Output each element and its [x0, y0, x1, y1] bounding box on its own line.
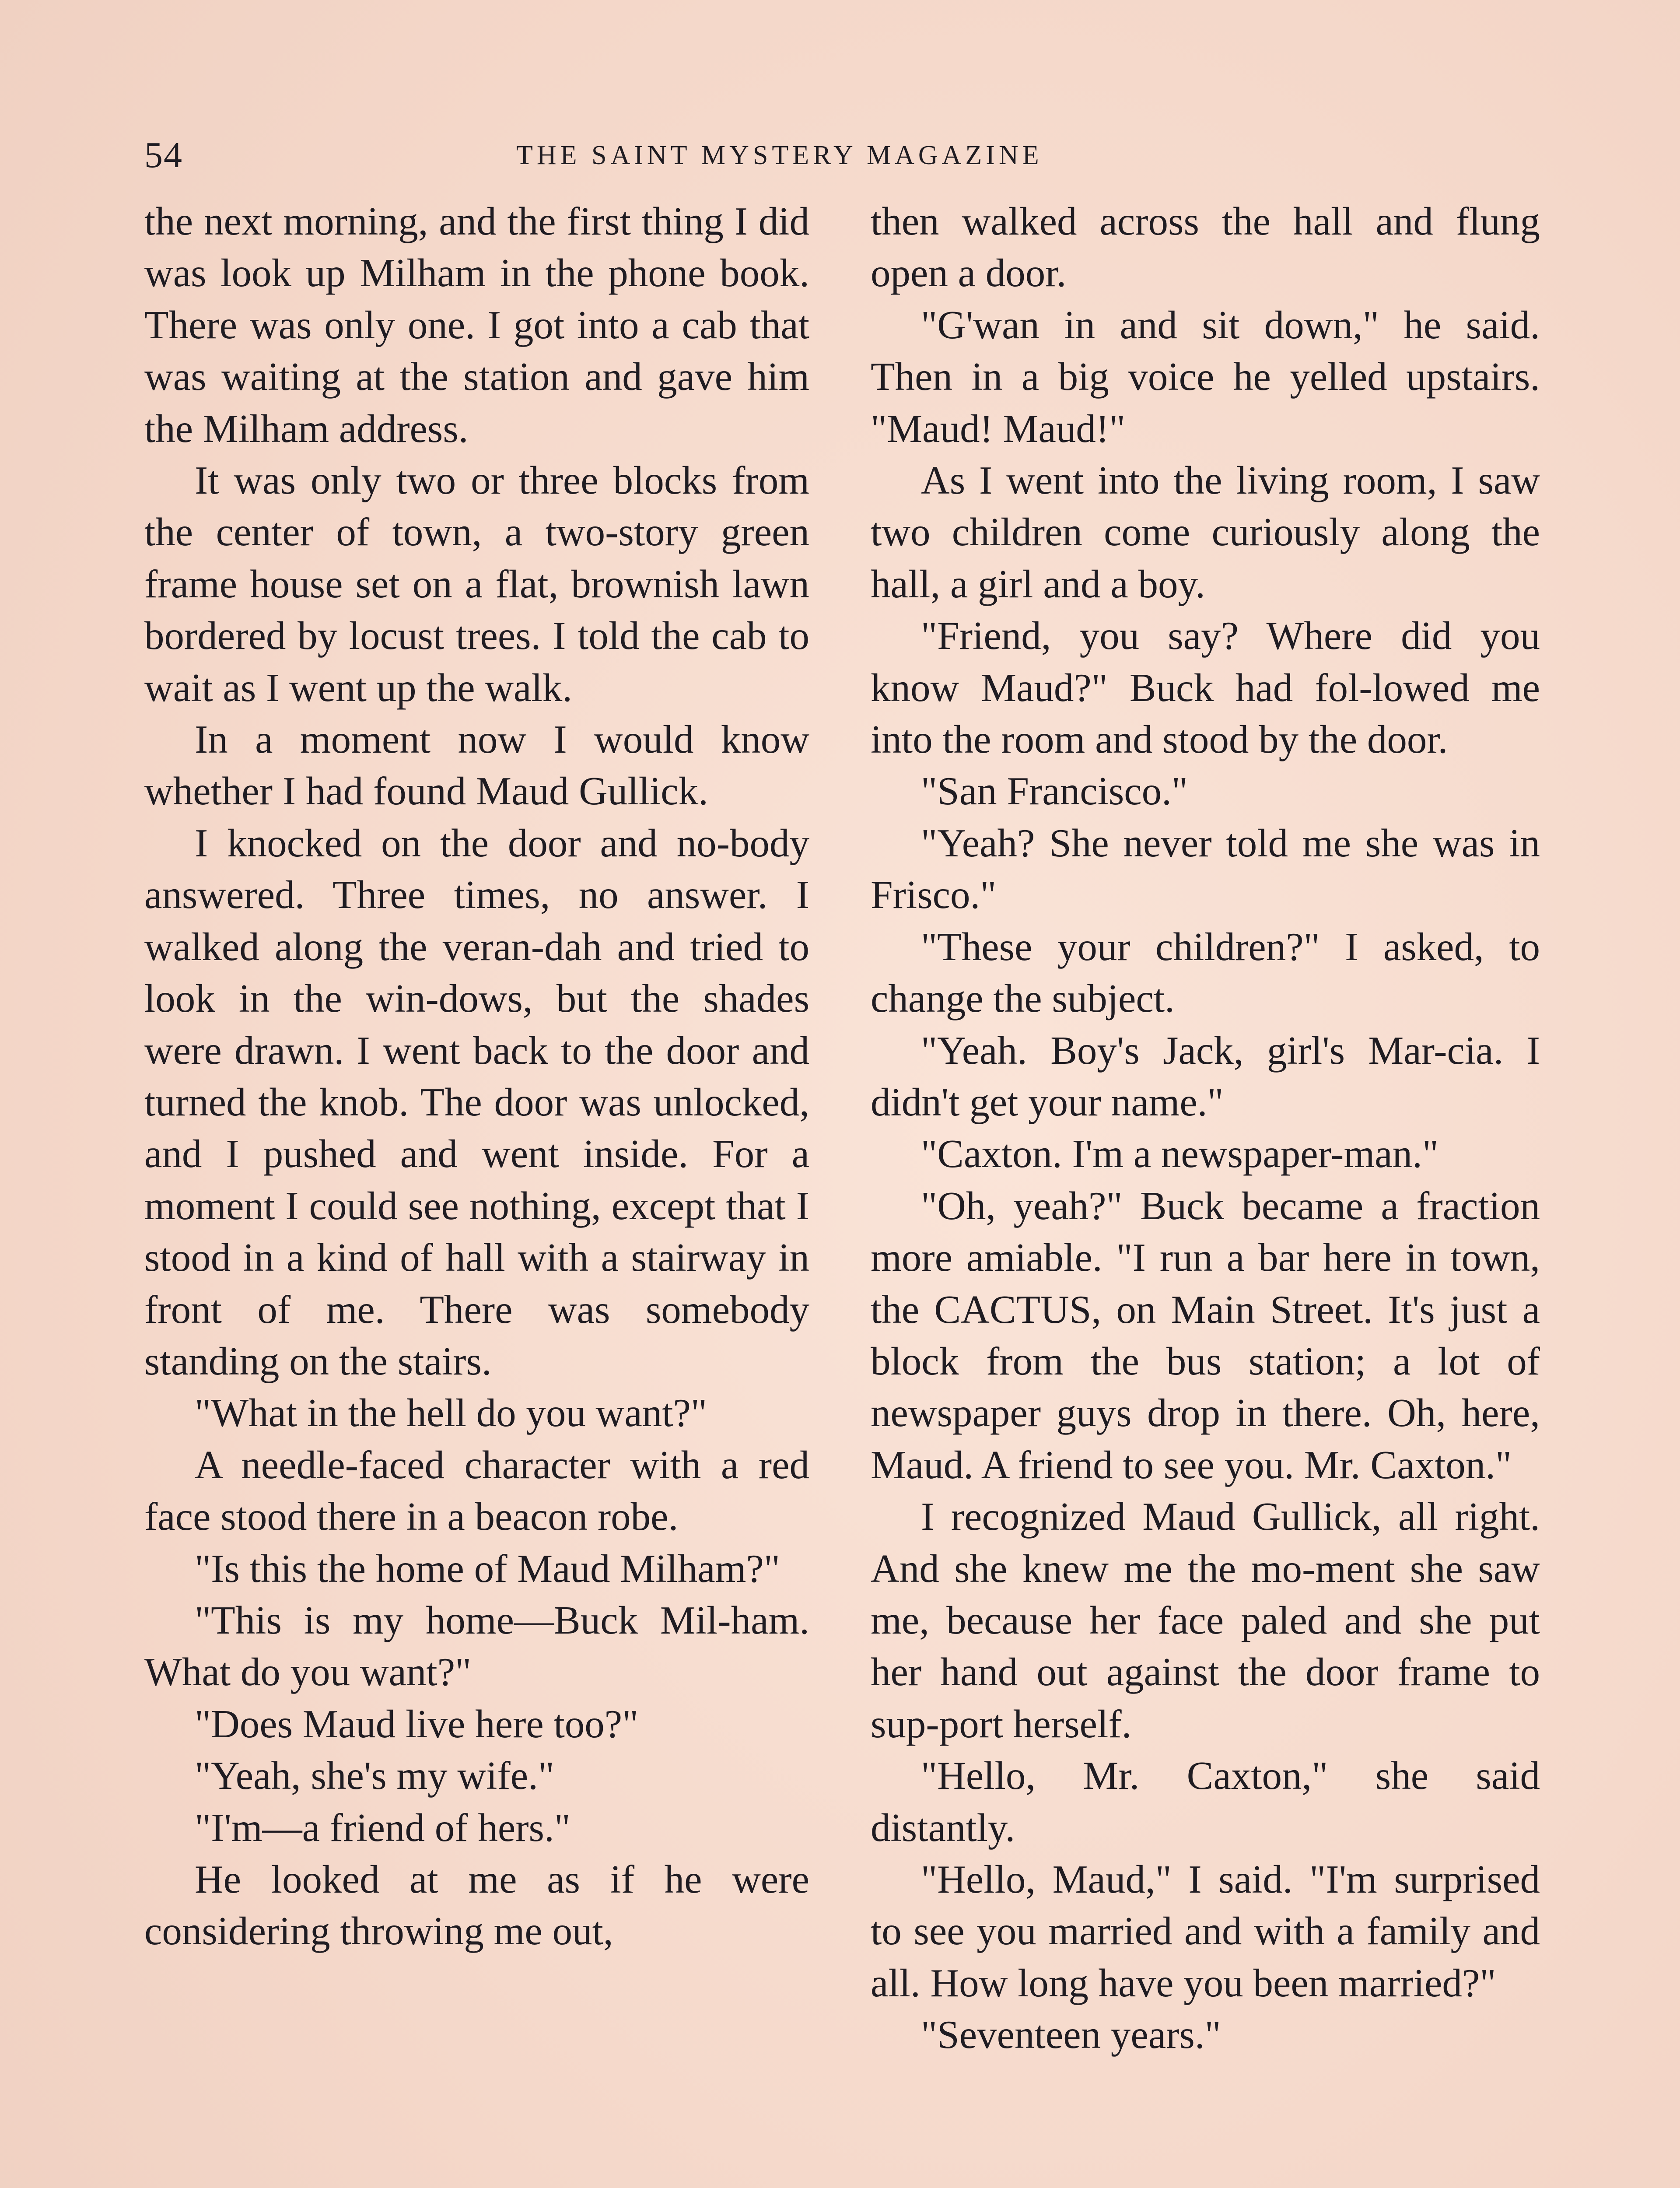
paragraph: I knocked on the door and no-body answered. Three times, no answer. I walked along the veran-dah and tried to look in the win-dows, but the shades were drawn. I went back to the door and turned the knob. The door was unlocked, and I pushed and went inside. For a moment I could see nothing, except that I stood in a kind of hall with a stairway in front of me. There was somebody standing on the stairs.	[144, 820, 809, 1383]
paragraph: "G'wan in and sit down," he said. Then in a big voice he yelled upstairs. "Maud! Maud!"	[871, 302, 1540, 451]
paragraph: "San Francisco."	[921, 769, 1188, 813]
paragraph: A needle-faced character with a red face stood there in a beacon robe.	[144, 1442, 809, 1539]
paragraph: I recognized Maud Gullick, all right. And she knew me the mo-ment she saw me, because her face paled and she put her hand out against the door frame to sup-port herself.	[871, 1494, 1540, 1746]
left-column	[144, 196, 809, 2188]
paragraph: "Friend, you say? Where did you know Maud?" Buck had fol-lowed me into the room and stood by the door.	[871, 614, 1540, 762]
paragraph: "Yeah? She never told me she was in Frisco."	[871, 820, 1540, 917]
paragraph: "Does Maud live here too?"	[195, 1701, 639, 1746]
paragraph: "These your children?" I asked, to change the subject.	[871, 924, 1540, 1021]
paragraph: "Oh, yeah?" Buck became a fraction more amiable. "I run a bar here in town, the CACTUS, on Main Street. It's just a block from the bus station; a lot of newspaper guys drop in there. Oh, here, Maud. A friend to see you. Mr. Caxton."	[871, 1183, 1540, 1487]
paragraph: "Seventeen years."	[921, 2013, 1221, 2057]
paragraph: "Caxton. I'm a newspaper-man."	[921, 1132, 1439, 1176]
paragraph: "Yeah, she's my wife."	[195, 1753, 555, 1798]
paragraph: then walked across the hall and flung open a door.	[871, 199, 1540, 295]
paragraph: As I went into the living room, I saw two children come curiously along the hall, a girl and a boy.	[871, 458, 1540, 606]
paragraph: "Hello, Maud," I said. "I'm surprised to see you married and with a family and all. How long have you been married?"	[871, 1857, 1540, 2005]
paragraph: "Hello, Mr. Caxton," she said distantly.	[871, 1753, 1540, 1850]
paragraph: "Is this the home of Maud Milham?"	[195, 1546, 780, 1591]
paragraph: "I'm—a friend of hers."	[195, 1805, 570, 1850]
right-column	[871, 196, 1540, 2188]
paragraph: "This is my home—Buck Mil-ham. What do you want?"	[144, 1598, 809, 1694]
paragraph: "Yeah. Boy's Jack, girl's Mar-cia. I didn't get your name."	[871, 1028, 1540, 1124]
paragraph: In a moment now I would know whether I had found Maud Gullick.	[144, 717, 809, 813]
running-head: THE SAINT MYSTERY MAGAZINE	[516, 140, 1043, 170]
paragraph: the next morning, and the first thing I did was look up Milham in the phone book. There was only one. I got into a cab that was waiting at the station and gave him the Milham address.	[144, 199, 809, 451]
paragraph: "What in the hell do you want?"	[195, 1391, 707, 1435]
page-header	[144, 131, 1536, 179]
page-number: 54	[144, 135, 183, 175]
paragraph: It was only two or three blocks from the center of town, a two-story green frame house set on a flat, brownish lawn bordered by locust trees. I told the cab to wait as I went up the walk.	[144, 458, 809, 710]
paragraph: He looked at me as if he were considering throwing me out,	[144, 1857, 809, 1953]
